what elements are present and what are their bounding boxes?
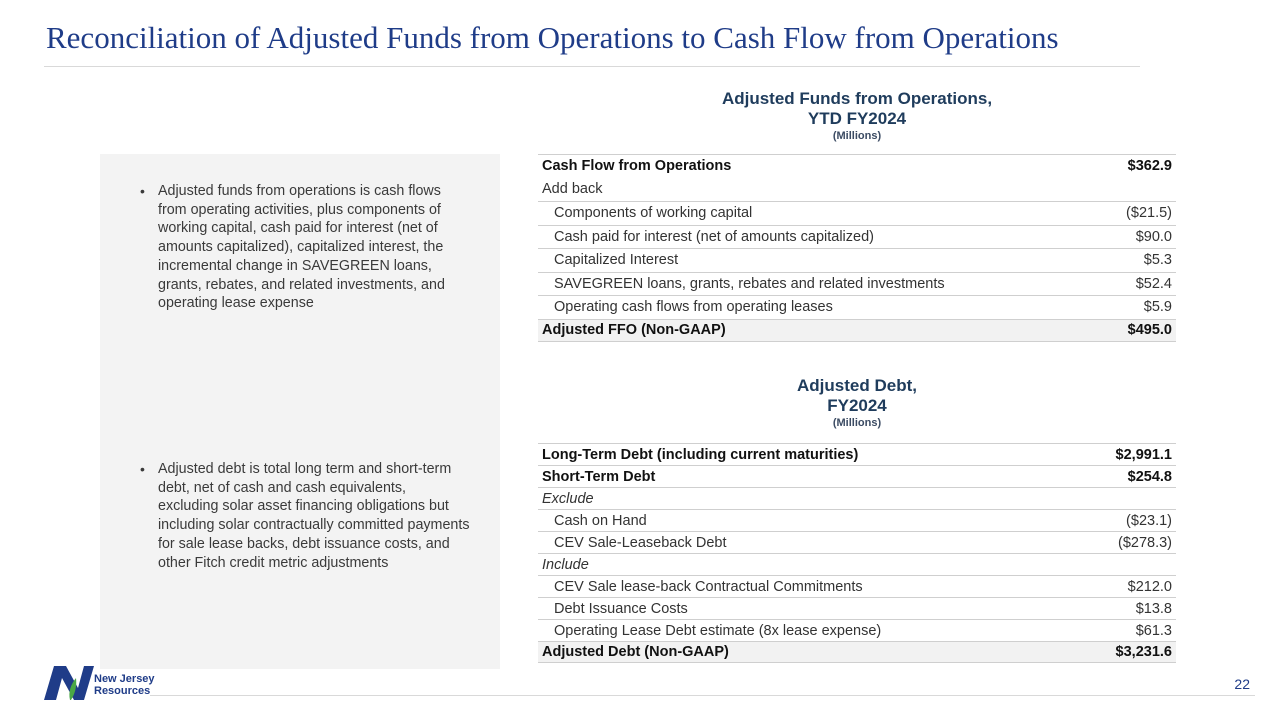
debt-table-heading [538,376,1176,430]
row-value: $2,991.1 [1115,446,1172,463]
debt-heading-line1: Adjusted Debt, [797,376,917,395]
ffo-heading-line2: YTD FY2024 [807,109,907,128]
logo-line2: Resources [94,685,151,697]
row-value: $254.8 [1127,468,1172,485]
row-label: Include [542,556,589,573]
debt-units: (Millions) [832,417,882,429]
row-value: $362.9 [1127,158,1172,175]
table-row [538,487,1176,509]
row-label: Cash Flow from Operations [542,158,732,175]
table-row [538,575,1176,597]
row-label: Short-Term Debt [542,468,656,485]
row-label: Exclude [542,490,594,507]
row-value: $5.3 [1143,252,1172,269]
logo-line1: New Jersey [94,673,155,685]
table-row [538,531,1176,553]
bullet-debt-definition [140,460,470,572]
table-row [538,509,1176,531]
bullet-marker: • [140,461,145,477]
bullet-text: Adjusted debt is total long term and short-term debt, net of cash and cash equivalents, excluding solar asset financing obligations but including solar contractually committed payments for sale lease backs, debt issuance costs, and other Fitch credit metric adjustments [158,461,470,571]
title-divider [44,66,1140,67]
row-value: $3,231.6 [1115,644,1172,660]
row-value: $13.8 [1135,600,1172,617]
debt-heading-line2: FY2024 [827,396,887,415]
debt-table [538,443,1176,663]
row-label: Debt Issuance Costs [554,600,688,617]
row-value: $212.0 [1127,578,1172,595]
bullet-marker: • [140,183,145,199]
table-row [538,201,1176,225]
row-label: Operating cash flows from operating leases [554,299,833,316]
row-label: Cash paid for interest (net of amounts capitalized) [554,228,874,245]
page-number: 22 [1234,676,1250,692]
row-label: Add back [542,181,603,198]
row-label: Capitalized Interest [554,252,679,269]
row-value: $61.3 [1135,622,1172,639]
row-label: Adjusted FFO (Non-GAAP) [542,322,726,339]
table-row-total [538,319,1176,343]
ffo-table-heading [538,89,1176,143]
row-value: $5.9 [1143,299,1172,316]
row-value: $495.0 [1127,322,1172,339]
ffo-heading-line1: Adjusted Funds from Operations, [721,89,993,108]
table-row [538,154,1176,178]
row-label: Long-Term Debt (including current maturities) [542,446,859,463]
table-row [538,272,1176,296]
row-label: Cash on Hand [554,512,647,529]
ffo-table [538,154,1176,342]
row-label: Components of working capital [554,205,753,222]
row-value: ($278.3) [1117,534,1172,551]
row-value: ($21.5) [1126,205,1172,222]
row-value: ($23.1) [1126,512,1172,529]
row-label: CEV Sale-Leaseback Debt [554,534,727,551]
table-row [538,295,1176,319]
table-row [538,248,1176,272]
footer-divider [150,695,1255,696]
table-row-total [538,641,1176,663]
bullet-ffo-definition [140,182,470,313]
row-label: CEV Sale lease-back Contractual Commitments [554,578,863,595]
table-row [538,597,1176,619]
slide-title: Reconciliation of Adjusted Funds from Operations to Cash Flow from Operations [46,20,1059,55]
table-row [538,443,1176,465]
table-row [538,465,1176,487]
table-row [538,553,1176,575]
bullet-text: Adjusted funds from operations is cash flows from operating activities, plus components of working capital, cash paid for interest (net of amounts capitalized), capitalized interest, the incremental change in SAVEGREEN loans, grants, rebates, and related investments, and operating lease expense [158,183,445,312]
row-label: SAVEGREEN loans, grants, rebates and related investments [554,275,945,292]
row-label: Adjusted Debt (Non-GAAP) [542,644,729,660]
row-label: Operating Lease Debt estimate (8x lease expense) [554,622,882,639]
table-row [538,619,1176,641]
row-value: $52.4 [1135,275,1172,292]
ffo-units: (Millions) [832,130,882,142]
row-value: $90.0 [1135,228,1172,245]
company-logo-text [94,673,155,697]
table-row [538,225,1176,249]
table-row [538,178,1176,202]
notes-panel [100,154,500,669]
